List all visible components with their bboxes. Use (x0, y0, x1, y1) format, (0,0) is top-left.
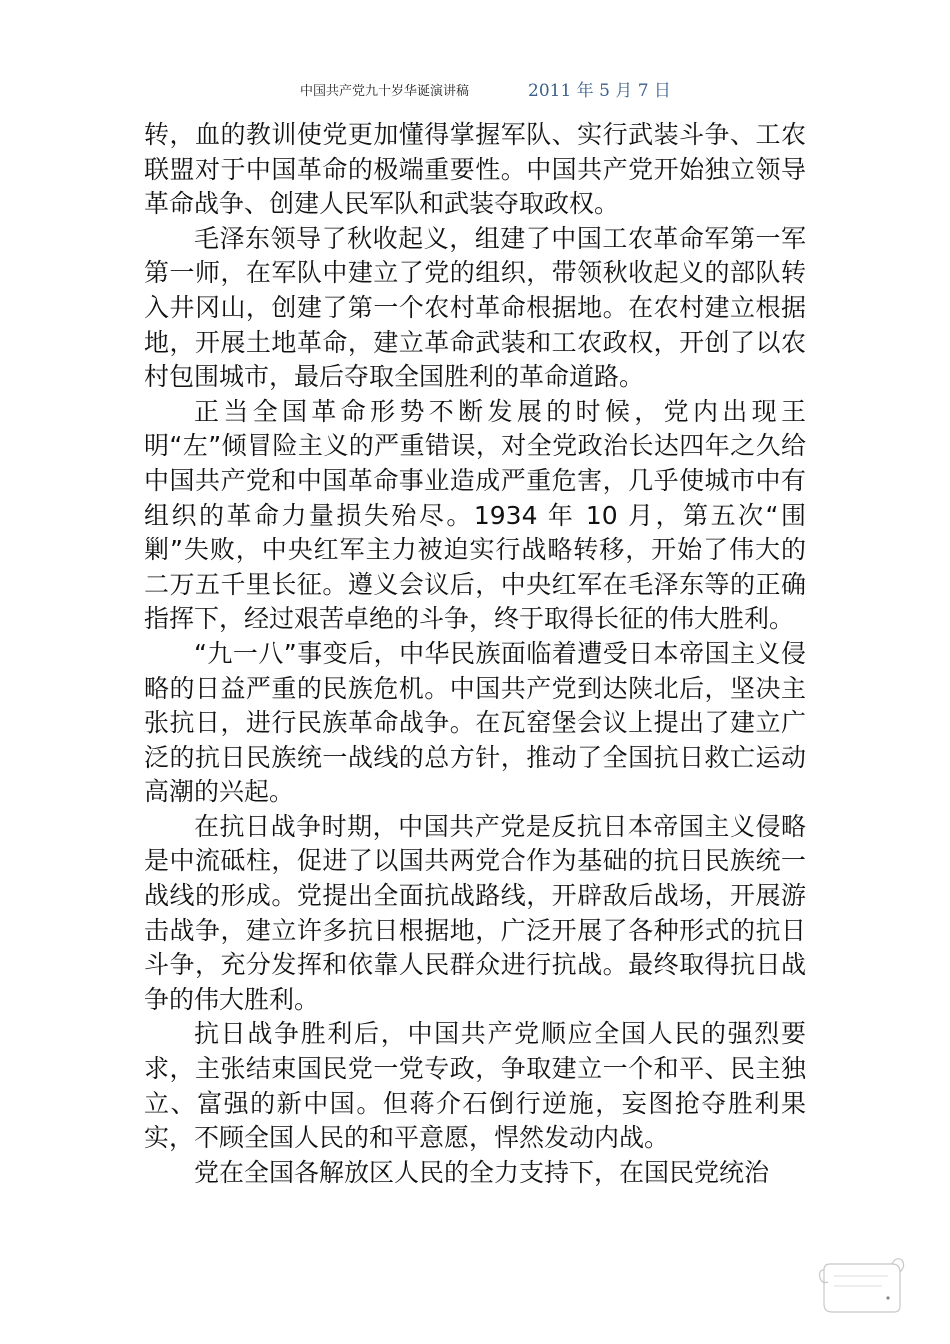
page-curl-icon (818, 1254, 906, 1318)
paragraph-continuation: 转，血的教训使党更加懂得掌握军队、实行武装斗争、工农联盟对于中国革命的极端重要性。中国共产党开始独立领导革命战争、创建人民军队和武装夺取政权。 (144, 120, 806, 219)
header-title: 中国共产党九十岁华诞演讲稿 (300, 84, 470, 99)
paragraph-autumn-harvest: 毛泽东领导了秋收起义，组建了中国工农革命军第一军第一师，在军队中建立了党的组织，带领秋收起义的部队转入井冈山，创建了第一个农村革命根据地。在农村建立根据地，开展土地革命，建立革命武装和工农政权，开创了以农村包围城市，最后夺取全国胜利的革命道路。 (144, 223, 806, 392)
header-date: 2011 年 5 月 7 日 (528, 81, 671, 101)
paragraph-post-war: 抗日战争胜利后，中国共产党顺应全国人民的强烈要求，主张结束国民党一党专政，争取建立一个和平、民主独立、富强的新中国。但蒋介石倒行逆施，妄图抢夺胜利果实，不顾全国人民的和平意愿，悍然发动内战。 (144, 1019, 806, 1153)
paragraph-anti-japanese-war: 在抗日战争时期，中国共产党是反抗日本帝国主义侵略是中流砥柱，促进了以国共两党合作为基础的抗日民族统一战线的形成。党提出全面抗战路线，开辟敌后战场，开展游击战争，建立许多抗日根据地，广泛开展了各种形式的抗日斗争，充分发挥和依靠人民群众进行抗战。最终取得抗日战争的伟大胜利。 (144, 811, 806, 1014)
paragraph-september-18: “九一八”事变后，中华民族面临着遭受日本帝国主义侵略的日益严重的民族危机。中国共产党到达陕北后，坚决主张抗日，进行民族革命战争。在瓦窑堡会议上提出了建立广泛的抗日民族统一战线的总方针，推动了全国抗日救亡运动高潮的兴起。 (144, 638, 806, 807)
document-body (144, 118, 806, 1190)
page-header (0, 78, 950, 102)
paragraph-liberated-areas: 党在全国各解放区人民的全力支持下，在国民党统治 (194, 1157, 770, 1187)
paragraph-long-march: 正当全国革命形势不断发展的时候，党内出现王明“左”倾冒险主义的严重错误，对全党政治长达四年之久给中国共产党和中国革命事业造成严重危害，几乎使城市中有组织的革命力量损失殆尽。1934 年 10 月，第五次“围剿”失败，中央红军主力被迫实行战略转移，开始了伟大的二万五千里长征。遵义会议后，中央红军在毛泽东等的正确指挥下，经过艰苦卓绝的斗争，终于取得长征的伟大胜利。 (144, 396, 806, 634)
